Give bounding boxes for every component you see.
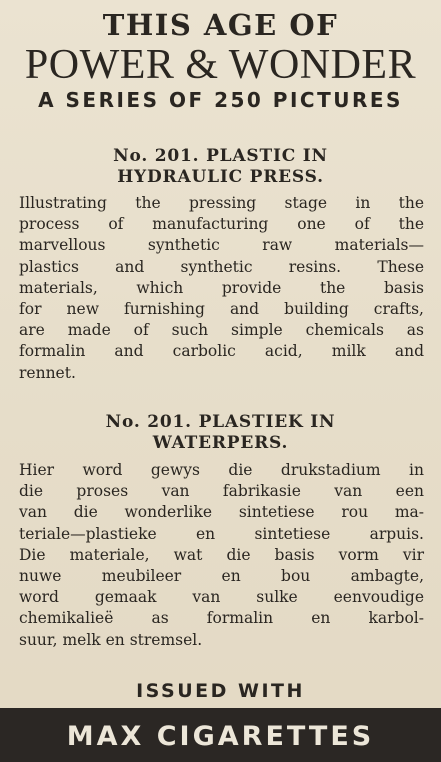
series-title-line2: POWER & WONDER: [24, 42, 417, 88]
english-title-line: No. 201. PLASTIC IN: [113, 146, 328, 166]
brand-banner: [0, 708, 441, 762]
afrikaans-text-line: van die wonderlike sintetiese rou ma-: [19, 503, 424, 522]
afrikaans-text-line: Die materiale, wat die basis vorm vir: [19, 545, 424, 564]
english-text-line: rennet.: [19, 363, 76, 382]
series-title-line1: THIS AGE OF: [102, 8, 339, 42]
afrikaans-text-line: word gemaak van sulke eenvoudige: [19, 588, 424, 607]
afrikaans-title: [0, 412, 441, 454]
series-subtitle: A SERIES OF 250 PICTURES: [38, 88, 403, 112]
afrikaans-title-line: No. 201. PLASTIEK IN: [105, 412, 336, 432]
afrikaans-text-line: chemikalieë as formalin en karbol-: [19, 609, 424, 628]
brand-name: MAX CIGARETTES: [66, 721, 375, 752]
english-text-line: Illustrating the pressing stage in the: [19, 194, 424, 212]
english-text-line: for new furnishing and building crafts,: [19, 300, 424, 319]
afrikaans-text-line: nuwe meubileer en bou ambagte,: [19, 567, 424, 586]
english-text-line: formalin and carbolic acid, milk and: [19, 342, 424, 361]
english-text-line: marvellous synthetic raw materials—: [19, 236, 424, 255]
afrikaans-text-line: suur, melk en stremsel.: [19, 630, 203, 649]
afrikaans-text-line: teriale—plastieke en sintetiese arpuis.: [19, 524, 424, 543]
english-text-line: are made of such simple chemicals as: [19, 321, 424, 340]
afrikaans-text-line: Hier word gewys die drukstadium in: [19, 461, 424, 479]
english-text-line: materials, which provide the basis: [19, 278, 424, 297]
english-text-line: process of manufacturing one of the: [19, 215, 424, 234]
afrikaans-text-line: die proses van fabrikasie van een: [19, 482, 424, 501]
english-title-line: HYDRAULIC PRESS.: [117, 167, 324, 187]
afrikaans-title-line: WATERPERS.: [152, 433, 289, 453]
english-title: [0, 146, 441, 188]
english-description: [19, 193, 424, 384]
issued-with-label: ISSUED WITH: [136, 680, 305, 702]
afrikaans-description: [19, 460, 424, 651]
english-text-line: plastics and synthetic resins. These: [19, 257, 424, 276]
